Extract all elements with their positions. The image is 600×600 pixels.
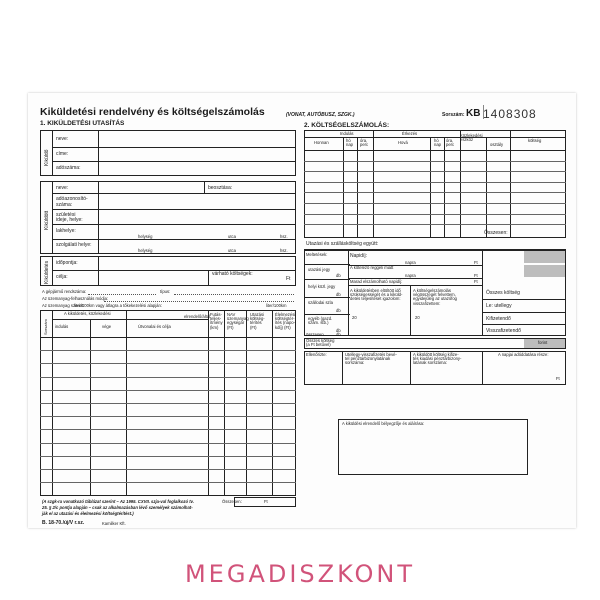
lakhely-utca: utca <box>228 234 236 239</box>
forint-label: forint <box>538 340 548 345</box>
napjai-ft: Ft <box>556 376 560 381</box>
th-r-ora: óra, perc <box>360 138 369 148</box>
szolg-utca: utca <box>228 248 236 253</box>
celja-label: célja: <box>56 274 68 280</box>
table-row <box>304 224 566 225</box>
info1-text: A kiküldetésben eltöltött idő szükségességét és a kiküld- detés teljesítését igazolom: <box>350 288 403 302</box>
gepjarmu-label: A gépjármű rendszáma: <box>42 289 87 294</box>
table-row <box>40 456 296 457</box>
th-sorszam: Sorszám <box>43 319 48 335</box>
kotelezo-label: A kötelező reggeli miatt <box>350 265 394 270</box>
table-row <box>40 403 296 404</box>
serial-label: Sorszám: <box>442 112 465 118</box>
osszesen-db: db <box>336 332 341 337</box>
ellenorizte-label: Ellenőrizte: <box>306 352 327 357</box>
table-row <box>40 429 296 430</box>
kiadasi-label: A kiküldött költség kifize- tés kiadási pénztárbizony- latának sorszáma: <box>413 352 462 366</box>
napidij-ft: Ft <box>474 260 478 265</box>
table-row <box>40 363 296 364</box>
kotelezo-ft: Ft <box>474 273 478 278</box>
kikuldott-side-label: Kiküldött <box>44 210 50 230</box>
le-uteltegy-label: Le: utellegy <box>486 303 512 309</box>
table-row <box>40 416 296 417</box>
footer-code: B. 18-70./új/V r.sz. <box>42 520 85 526</box>
varhato-ft: Ft <box>286 276 291 282</box>
kikuldetes-box <box>40 256 296 286</box>
kikuldott-szuletesi-label2: ideje, helye: <box>56 217 83 223</box>
serial-prefix: KB <box>466 108 481 119</box>
th-vege: vége <box>102 324 112 329</box>
th-r-kozlekedesi: Közlekedési eszköz <box>460 133 483 143</box>
left-osszesen: Összesen: <box>222 499 242 504</box>
serial-number: 1408308 <box>483 107 537 121</box>
meltetesek-label: Meltetések: <box>306 252 328 257</box>
th-r-honap: hó nap <box>346 138 353 148</box>
uzemanyag-label: Az üzemanyag-felhasználás módja: <box>42 296 109 301</box>
beosztasa-label: beosztása: <box>208 185 233 191</box>
kikuldo-adoszama-label: adószáma: <box>56 165 81 171</box>
th-r-honnan: Honnan <box>314 140 329 145</box>
left-ft: Ft <box>264 499 268 504</box>
table-row <box>304 161 566 162</box>
helyi-db: db <box>336 292 341 297</box>
idopontja-label: időpontja: <box>56 260 78 266</box>
table-row <box>304 171 566 172</box>
table-row <box>40 377 296 378</box>
kikuldott-szolgalati-label: szolgálati helye: <box>56 242 92 248</box>
th-r-hova: Hová <box>398 140 408 145</box>
th-r-erkezes: Érkezés <box>402 131 418 136</box>
kikuldo-side-label: Kiküldő <box>44 149 50 166</box>
th-elrendelo: elrendelő/által <box>184 314 211 319</box>
table-row <box>40 469 296 470</box>
szgk-note-1: (A szgk-ra vonatkozó táblázat szerint – Az 1995. CXVII. szja-val foglalkozó tv. <box>42 499 194 504</box>
lakhely-hsz: hsz. <box>280 234 288 239</box>
kikuldott-adoazonosito-label2: száma: <box>56 202 73 208</box>
table-row <box>40 443 296 444</box>
brand-watermark: MEGADISZKONT <box>184 560 416 588</box>
osszesen-label: összesen <box>306 332 324 337</box>
th-kozlekedesi: A kiküldetés, közlekedési <box>64 311 111 316</box>
szgk-note-3: ják el az utazási és élelmezési költségtérítést.) <box>42 511 134 516</box>
table-row <box>304 182 566 183</box>
kikuldott-lakhelye-label: lakhelye: <box>56 228 76 234</box>
table-row <box>304 214 566 215</box>
kikuldo-cime-label: címe: <box>56 151 69 157</box>
szolg-hsz: hsz. <box>280 248 288 253</box>
kifizetendo-label: Kifizetendő <box>486 316 511 322</box>
th-utazasi: Utazási költség- térítés (Ft) <box>250 312 265 330</box>
tipus-label: típus: <box>160 289 171 294</box>
szallodai-label: szállodai szla <box>308 300 333 305</box>
utazasi-jegy-label: utazási jegy <box>308 267 331 272</box>
napjai-label: A napjai adóddatása része: <box>498 352 549 357</box>
kikuldo-neve-label: neve: <box>56 136 69 142</box>
th-indulas: indulás <box>55 324 69 329</box>
table-row <box>40 350 296 351</box>
belyegzo-label: A kiküldési elrendelő bélyegzője és aláírása: <box>342 421 425 426</box>
th-r-indulas: Indulás <box>340 131 354 136</box>
utellegy-vissz-label: Utellegy-visszafizetés bevé- tel pénztárbizonylatának sorszáma: <box>345 352 397 366</box>
varhato-label: várható költségek: <box>212 271 253 277</box>
visszafizetendo-label: Visszafizetendő <box>486 328 521 334</box>
kikuldetes-side-label: Kiküldetés <box>44 260 50 284</box>
jegy-db: db <box>336 273 341 278</box>
th-elelmezesi: Élelmezési költségtér- ítés (napo- kdíj) (Ft) <box>275 312 296 330</box>
uzemanyag2-label: liter/100km vagy átlagra a tőkekezelési alapján: <box>74 303 162 308</box>
th-r-osztaly: osztály <box>490 142 504 147</box>
th-utvonal: Útvonalai és célja <box>138 324 171 329</box>
osszes-koltseg-label: Összes költség <box>486 290 520 296</box>
szolg-helyseg: helység <box>138 248 153 253</box>
napidij-label: Napidíj: <box>350 253 367 259</box>
table-row <box>304 203 566 204</box>
th-r-honap2: hó nap <box>434 138 441 148</box>
marad-label: Marad elszámolható napidíj: <box>350 279 403 284</box>
form-title: Kiküldetési rendelvény és költségelszámolás <box>40 106 265 118</box>
osszes-koltseg-betuvel: Összes költség (a Ft betűvel) <box>306 338 335 348</box>
form-sheet <box>28 93 576 528</box>
section2-title: 2. KÖLTSÉGELSZÁMOLÁS: <box>304 122 390 129</box>
right-osszesen: Összesen: <box>484 230 508 236</box>
twenty-2: 20 <box>415 315 420 320</box>
footer-brand: Kamilker Kft. <box>102 521 126 526</box>
napra-label: napra <box>405 260 416 265</box>
napra-label-2: napra <box>405 273 416 278</box>
lakhely-helyseg: helység <box>138 234 153 239</box>
utazasi-label: Utazási és szállásköltség együtt: <box>306 241 379 247</box>
th-r-ora2: óra, perc <box>446 138 455 148</box>
section1-title: 1. KIKÜLDETÉSI UTASÍTÁS <box>40 120 125 127</box>
table-row <box>304 192 566 193</box>
th-nav: NAV üzemanyag egységár (Ft) <box>227 312 249 330</box>
szgk-note-2: 25. § 2/c pontja alapján – csak az alkalmazásban lévő személyek számolhat- <box>42 505 193 510</box>
uzemanyag3-label: liter/100km <box>266 303 287 308</box>
egyeb-label: egyéb (gazd. szám. stb.) <box>308 316 333 326</box>
kikuldott-adoazonosito-label: adóazonosító- <box>56 196 88 202</box>
kikuldott-szuletesi-label: születési <box>56 212 76 218</box>
belyegzo-box <box>338 419 528 475</box>
twenty-1: 20 <box>352 315 357 320</box>
egyeb-db: db <box>336 328 341 333</box>
table-row <box>40 390 296 391</box>
info2-text: A költségelszámolás végösszegét felvettem, egyidejűleg az utazófog visszafizettem: <box>413 288 458 306</box>
helyi-label: helyi közl. jegy <box>308 284 336 289</box>
gray-cell-2 <box>524 265 565 277</box>
kikuldott-neve-label: neve: <box>56 185 69 191</box>
uzemanyag4-label: Az üzemanyag szerint: <box>42 303 85 308</box>
gray-cell-1 <box>524 251 565 263</box>
marad-ft: Ft <box>474 279 478 284</box>
th-futas: Futás- teljes- ítmény (km) <box>210 312 223 330</box>
th-r-koltseg: költség <box>528 138 542 143</box>
transport-note: (VONAT, AUTÓBUSZ, SZGK.) <box>286 112 355 118</box>
szallodai-db: db <box>336 308 341 313</box>
table-row <box>40 482 296 483</box>
